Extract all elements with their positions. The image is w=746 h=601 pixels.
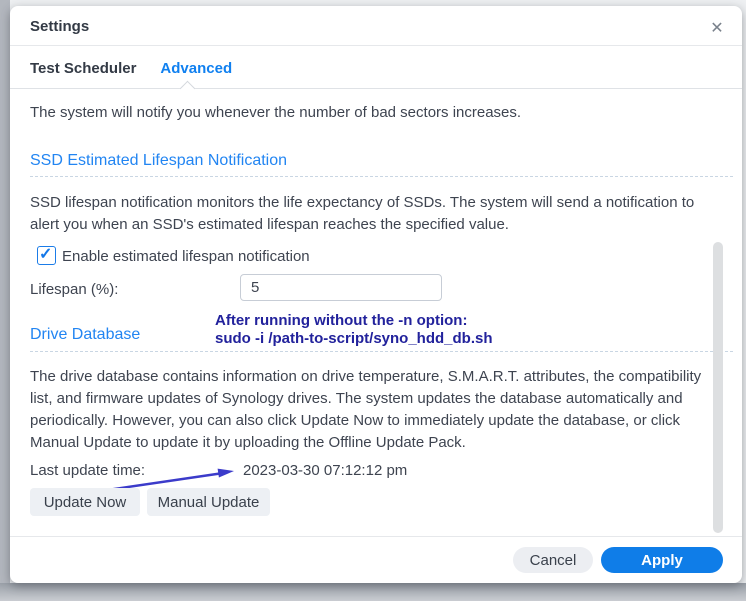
apply-button[interactable]: Apply <box>601 547 723 573</box>
scrollbar-thumb[interactable] <box>713 242 723 533</box>
bad-sector-intro-text: The system will notify you whenever the number of bad sectors increases. <box>30 104 522 121</box>
cancel-button[interactable]: Cancel <box>513 547 593 573</box>
last-update-time-label: Last update time: <box>30 462 146 479</box>
tab-advanced[interactable]: Advanced <box>160 60 233 77</box>
settings-dialog <box>10 6 742 583</box>
dialog-title: Settings <box>30 18 90 35</box>
tab-bar <box>30 60 232 77</box>
manual-update-button[interactable]: Manual Update <box>147 488 270 516</box>
lifespan-field-label: Lifespan (%): <box>30 281 119 298</box>
drive-database-description: The drive database contains information on drive temperature, S.M.A.R.T. attributes, the compatibility list, and firmware updates of Synology drives. The system updates the database automatically and periodically. However, you can also click Update Now to immediately update the database, or click Manual Update to update it by uploading the Offline Update Pack. <box>30 368 702 451</box>
enable-lifespan-checkbox[interactable] <box>37 246 56 265</box>
annotation-line-2: sudo -i /path-to-script/syno_hdd_db.sh <box>215 330 493 347</box>
checkmark-icon: ✓ <box>39 246 53 263</box>
lifespan-input[interactable] <box>240 274 442 301</box>
background-left-strip <box>0 0 10 601</box>
ssd-section-divider <box>30 176 733 177</box>
header-divider <box>10 45 742 46</box>
close-icon: ✕ <box>710 20 724 37</box>
user-annotation-text <box>215 312 493 348</box>
drive-database-divider <box>30 351 733 352</box>
annotation-line-1: After running without the -n option: <box>215 312 468 329</box>
background-bottom-shadow <box>0 583 746 601</box>
active-tab-caret <box>180 81 196 97</box>
ssd-section-description: SSD lifespan notification monitors the life expectancy of SSDs. The system will send a notification to alert you when an SSD's estimated lifespan reaches the specified value. <box>30 194 695 233</box>
last-update-time-value: 2023-03-30 07:12:12 pm <box>243 462 408 479</box>
tab-divider <box>10 88 742 89</box>
update-now-button[interactable]: Update Now <box>30 488 140 516</box>
drive-database-heading: Drive Database <box>30 326 141 343</box>
tab-test-scheduler[interactable]: Test Scheduler <box>30 60 137 77</box>
footer-divider <box>10 536 742 537</box>
enable-lifespan-checkbox-label[interactable]: Enable estimated lifespan notification <box>62 248 310 265</box>
ssd-section-heading: SSD Estimated Lifespan Notification <box>30 152 288 169</box>
close-button[interactable] <box>704 16 730 40</box>
